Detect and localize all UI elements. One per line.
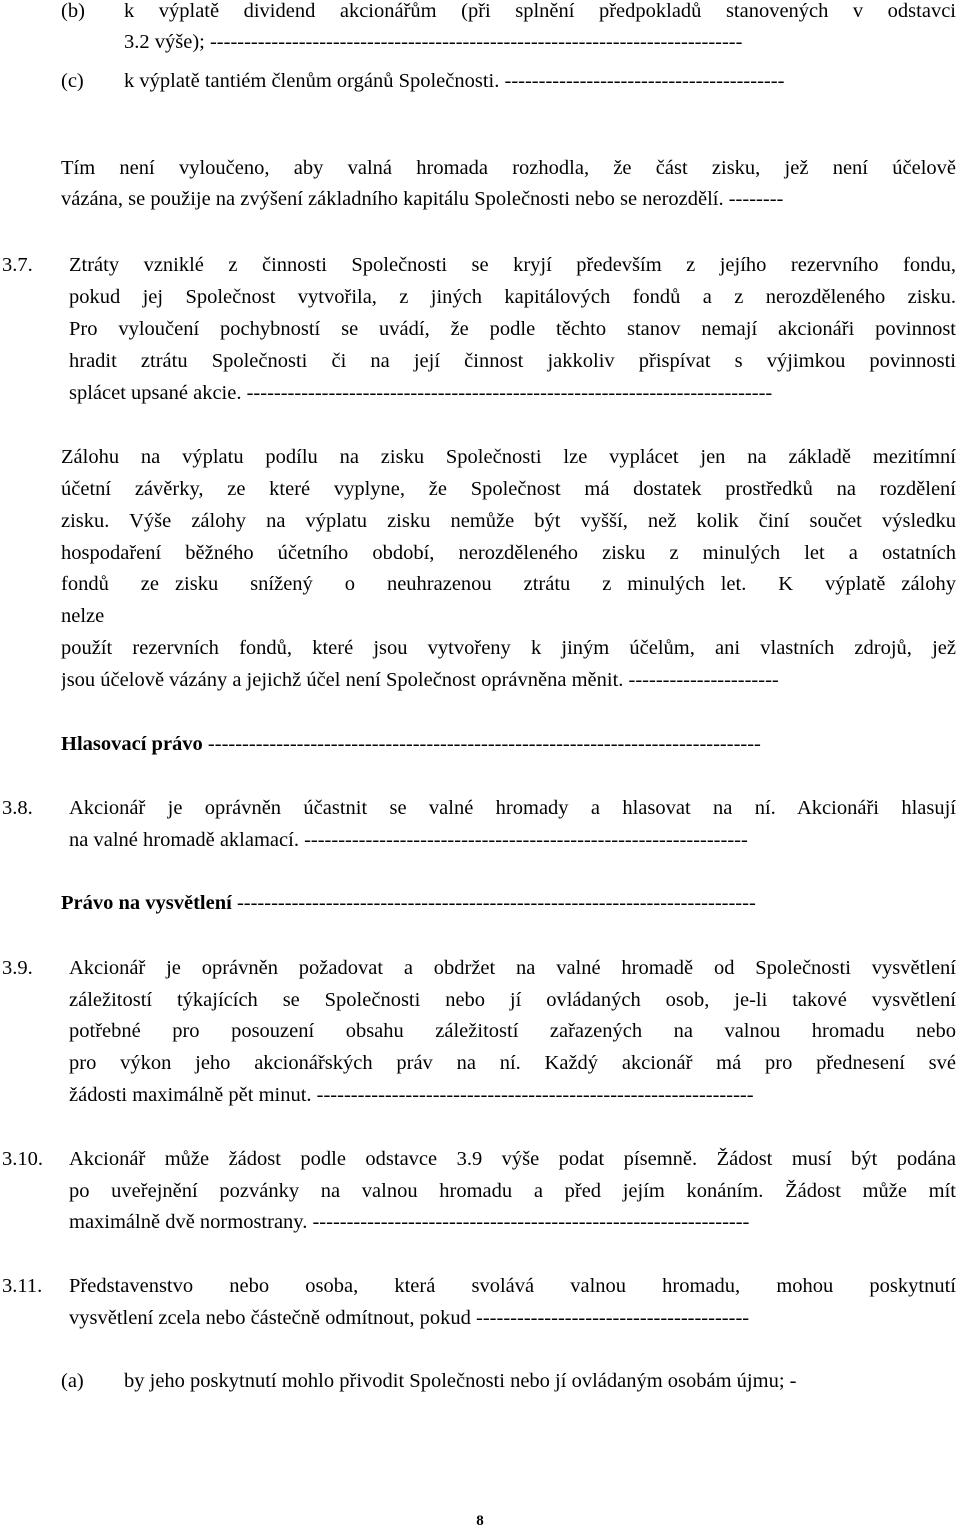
- section-3-8-number: 3.8.: [2, 797, 33, 819]
- section-3-7-line-3: Pro vyloučení pochybností se uvádí, že podle těchto stanov nemají akcionáři povinnost: [69, 318, 956, 340]
- item-a-label: (a): [61, 1370, 84, 1392]
- section-3-9-line-2: záležitostí týkajících se Společnosti nebo jí ovládaných osob, je-li takové vysvětlení: [69, 989, 956, 1011]
- heading-pravo-na-vysvetleni-line: [61, 888, 956, 920]
- section-3-10-number: 3.10.: [2, 1148, 43, 1170]
- section-3-9-line-5: žádosti maximálně pět minut. ----------------------------------------------------------------: [69, 1084, 754, 1106]
- para-zaloha-line-4: hospodaření běžného účetního období, nerozděleného zisku z minulých let a ostatních: [61, 542, 956, 564]
- heading-pravo-na-vysvetleni-dashes: ----------------------------------------------------------------------------: [231, 892, 756, 914]
- page-number: 8: [476, 1513, 484, 1529]
- item-a-text: by jeho poskytnutí mohlo přivodit Společnosti nebo jí ovládaným osobám újmu; -: [124, 1370, 797, 1392]
- para-zaloha-line-6: nelze: [61, 605, 105, 627]
- section-3-9-line-3: potřebné pro posouzení obsahu záležitostí zařazených na valnou hromadu nebo: [69, 1020, 956, 1042]
- section-3-7-line-5: splácet upsané akcie. -----------------------------------------------------------------------------: [69, 382, 773, 404]
- section-3-8-line-2: na valné hromadě aklamací. -----------------------------------------------------------------: [69, 829, 748, 851]
- section-3-7-line-4: hradit ztrátu Společnosti či na její činnost jakkoliv přispívat s výjimkou povinnosti: [69, 350, 956, 372]
- section-3-8-line-1: Akcionář je oprávněn účastnit se valné hromady a hlasovat na ní. Akcionáři hlasují: [69, 797, 956, 819]
- section-3-10-line-2: po uveřejnění pozvánky na valnou hromadu a před jejím konáním. Žádost může mít: [69, 1180, 956, 1202]
- section-3-9-number: 3.9.: [2, 957, 33, 979]
- para-zaloha-line-2: účetní závěrky, ze které vyplyne, že Společnost má dostatek prostředků na rozdělení: [61, 478, 956, 500]
- para-tim-line-2: vázána, se použije na zvýšení základního kapitálu Společnosti nebo se nerozdělí. --------: [61, 188, 784, 210]
- section-3-7-line-2: pokud jej Společnost vytvořila, z jiných kapitálových fondů a z nerozděleného zisku.: [69, 286, 956, 308]
- section-3-11-line-2: vysvětlení zcela nebo částečně odmítnout, pokud ----------------------------------------: [69, 1307, 750, 1329]
- para-zaloha-line-7: použít rezervních fondů, které jsou vytvořeny k jiným účelům, ani vlastních zdrojů, jež: [61, 637, 956, 659]
- item-b-line-2: 3.2 výše); ------------------------------------------------------------------------------: [124, 31, 743, 53]
- section-3-10-line-1: Akcionář může žádost podle odstavce 3.9 výše podat písemně. Žádost musí být podána: [69, 1148, 956, 1170]
- para-zaloha-line-8: jsou účelově vázány a jejichž účel není Společnost oprávněna měnit. ----------------------: [61, 669, 779, 691]
- item-b-line-1: k výplatě dividend akcionářům (při splnění předpokladů stanovených v odstavci: [124, 0, 956, 22]
- section-3-7-line-1: Ztráty vzniklé z činnosti Společnosti se kryjí především z jejího rezervního fondu,: [69, 254, 956, 276]
- heading-hlasovaci-pravo-dashes: ---------------------------------------------------------------------------------: [202, 733, 761, 755]
- item-c-text: k výplatě tantiém členům orgánů Společnosti. -----------------------------------------: [124, 70, 785, 92]
- heading-pravo-na-vysvetleni: Právo na vysvětlení: [61, 892, 232, 914]
- para-tim-line-1: Tím není vyloučeno, aby valná hromada rozhodla, že část zisku, jež není účelově: [61, 157, 956, 179]
- section-3-10-line-3: maximálně dvě normostrany. ----------------------------------------------------------------: [69, 1211, 750, 1233]
- para-zaloha-line-1: Zálohu na výplatu podílu na zisku Společnosti lze vyplácet jen na základě mezitímní: [61, 446, 956, 468]
- heading-hlasovaci-pravo-line: [61, 729, 956, 761]
- item-c-label: (c): [61, 70, 84, 92]
- section-3-9-line-1: Akcionář je oprávněn požadovat a obdržet na valné hromadě od Společnosti vysvětlení: [69, 957, 956, 979]
- para-zaloha-line-5: fondů ze zisku snížený o neuhrazenou ztrátu z minulých let. K výplatě zálohy: [61, 573, 956, 595]
- section-3-7-number: 3.7.: [2, 254, 33, 276]
- section-3-9-line-4: pro výkon jeho akcionářských práv na ní. Každý akcionář má pro přednesení své: [69, 1052, 956, 1074]
- item-b-label: (b): [61, 0, 85, 22]
- section-3-11-line-1: Představenstvo nebo osoba, která svolává valnou hromadu, mohou poskytnutí: [69, 1275, 956, 1297]
- heading-hlasovaci-pravo: Hlasovací právo: [61, 733, 203, 755]
- para-zaloha-line-3: zisku. Výše zálohy na výplatu zisku nemůže být vyšší, než kolik činí součet výsledku: [61, 510, 956, 532]
- section-3-11-number: 3.11.: [2, 1275, 43, 1297]
